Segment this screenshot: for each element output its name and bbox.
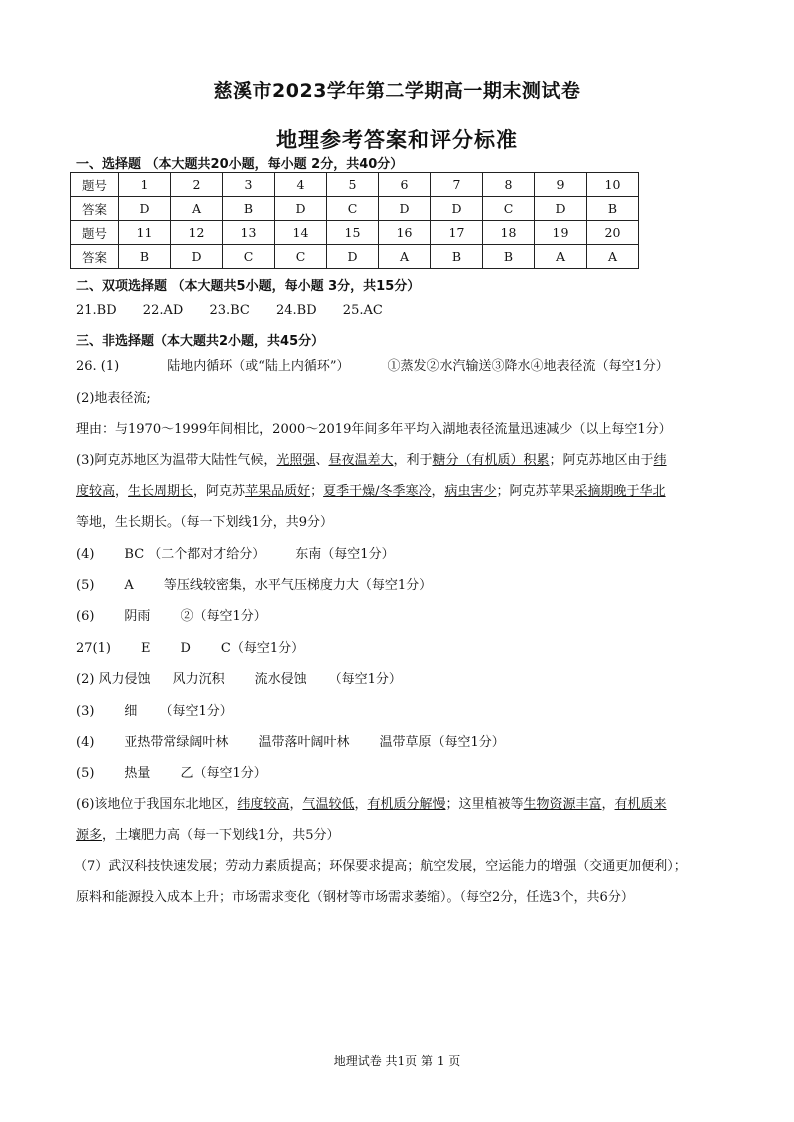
answer-key-title: 地理参考答案和评分标准 — [276, 128, 518, 152]
answer-text: ②（每空1分） — [180, 609, 267, 624]
answer-text: （每空1分） — [159, 704, 233, 719]
item-number: (4) — [76, 547, 95, 562]
answer-text: D — [180, 641, 191, 656]
question-number: 5 — [327, 173, 379, 197]
answer-text: 阴雨 — [124, 609, 151, 624]
answer-text: ；这里植被等 — [445, 797, 524, 812]
answer-cell: D — [379, 197, 431, 221]
answer-cell: C — [327, 197, 379, 221]
answer-text: 流水侵蚀 — [254, 672, 307, 687]
question-number: 13 — [223, 221, 275, 245]
question-number: 2 — [171, 173, 223, 197]
page-footer: 地理试卷 共1页 第 1 页 — [333, 1054, 461, 1068]
question-number: 9 — [535, 173, 587, 197]
section-3-heading: 三、非选择题（本大题共2小题，共45分） — [76, 334, 325, 349]
answer-cell: D — [119, 197, 171, 221]
answer-cell: B — [119, 245, 171, 269]
question-number: 17 — [431, 221, 483, 245]
answer-text: E — [140, 641, 151, 656]
question-number: 7 — [431, 173, 483, 197]
answer-item: 22.AD — [142, 303, 184, 318]
answer-text: 陆地内循环（或“陆上内循环”） — [167, 359, 350, 374]
answer-text: ， — [115, 484, 129, 499]
question-number: 11 — [119, 221, 171, 245]
answer-text: 、 — [315, 453, 329, 468]
q27-part4 — [76, 734, 505, 752]
question-number: 14 — [275, 221, 327, 245]
answer-text: 乙（每空1分） — [180, 766, 267, 781]
row-label: 答案 — [71, 245, 119, 269]
q27-part7-line2: 原料和能源投入成本上升；市场需求变化（钢材等市场需求萎缩）。（每空2分，任选3个，共6分） — [76, 890, 634, 905]
question-number: 12 — [171, 221, 223, 245]
row-label: 答案 — [71, 197, 119, 221]
q26-part2: (2)地表径流; — [76, 391, 151, 406]
row-label: 题号 — [71, 221, 119, 245]
item-number: (3) — [76, 704, 95, 719]
table-row — [71, 221, 639, 245]
item-number: 26. (1) — [76, 359, 120, 374]
answer-text: A — [124, 578, 134, 593]
question-number: 18 — [483, 221, 535, 245]
answer-text: ①蒸发②水汽输送③降水④地表径流（每空1分） — [387, 359, 669, 374]
q27-part2 — [76, 671, 402, 689]
answer-text: ，利于 — [393, 453, 433, 468]
q27-part7-line1: （7）武汉科技快速发展；劳动力素质提高；环保要求提高；航空发展，空运能力的增强（交通更加便利）； — [74, 859, 687, 874]
answer-item: 25.AC — [342, 303, 383, 318]
answer-text: (3)阿克苏地区为温带大陆性气候， — [76, 453, 277, 468]
scoring-point: 有机质来 — [614, 797, 667, 812]
exam-title: 慈溪市2023学年第二学期高一期末测试卷 — [213, 80, 581, 102]
scoring-point: 生长周期长 — [128, 484, 194, 499]
section-1-heading: 一、选择题 （本大题共20小题，每小题 2分，共40分） — [76, 157, 404, 172]
scoring-point: 苹果品质好 — [245, 484, 311, 499]
q26-part3-line3: 等地，生长期长。（每一下划线1分，共9分） — [76, 515, 334, 530]
scoring-point: 光照强 — [276, 453, 316, 468]
answer-cell: D — [275, 197, 327, 221]
answer-cell: A — [171, 197, 223, 221]
question-number: 19 — [535, 221, 587, 245]
answer-cell: A — [535, 245, 587, 269]
question-number: 8 — [483, 173, 535, 197]
double-choice-answers — [76, 302, 383, 320]
item-number: (6) — [76, 609, 95, 624]
scoring-point: 糖分（有机质）积累 — [432, 453, 550, 468]
scoring-point: 纬度较高 — [237, 797, 290, 812]
q26-part6 — [76, 608, 267, 626]
question-number: 4 — [275, 173, 327, 197]
answer-text: 细 — [124, 704, 138, 719]
question-number: 15 — [327, 221, 379, 245]
table-row — [71, 173, 639, 197]
answer-cell: C — [275, 245, 327, 269]
answer-text: 热量 — [124, 766, 151, 781]
answer-text: ；阿克苏苹果 — [496, 484, 575, 499]
question-number: 3 — [223, 173, 275, 197]
answer-text: C（每空1分） — [220, 641, 305, 656]
answer-cell: C — [223, 245, 275, 269]
answer-text: ，土壤肥力高（每一下划线1分，共5分） — [102, 828, 340, 843]
q26-part3-line1 — [76, 452, 667, 470]
scoring-point: 气温较低 — [302, 797, 355, 812]
item-number: (5) — [76, 766, 95, 781]
scoring-point: 昼夜温差大 — [328, 453, 394, 468]
answer-cell: A — [379, 245, 431, 269]
scoring-point: 夏季干燥/冬季寒冷 — [323, 484, 432, 499]
answer-cell: D — [535, 197, 587, 221]
answer-text: ，阿克苏 — [193, 484, 246, 499]
question-number: 20 — [587, 221, 639, 245]
answer-text: ， — [601, 797, 615, 812]
scoring-point: 有机质分解慢 — [367, 797, 446, 812]
scoring-point: 病虫害少 — [444, 484, 497, 499]
answer-cell: B — [483, 245, 535, 269]
question-number: 1 — [119, 173, 171, 197]
scoring-point: 源多 — [76, 828, 103, 843]
q26-part1 — [76, 358, 669, 376]
question-number: 16 — [379, 221, 431, 245]
q27-part1 — [76, 640, 304, 658]
answer-text: ， — [431, 484, 445, 499]
answer-cell: D — [171, 245, 223, 269]
answer-text: ； — [310, 484, 324, 499]
item-number: 27(1) — [76, 641, 111, 656]
row-label: 题号 — [71, 173, 119, 197]
item-number: (5) — [76, 578, 95, 593]
answer-cell: D — [327, 245, 379, 269]
answer-text: 风力沉积 — [172, 672, 225, 687]
answer-text: ， — [289, 797, 303, 812]
scoring-point: 生物资源丰富 — [523, 797, 602, 812]
answer-text: 东南（每空1分） — [295, 547, 395, 562]
scoring-point: 纬 — [653, 453, 667, 468]
answer-cell: A — [587, 245, 639, 269]
answer-text: 亚热带常绿阔叶林 — [124, 735, 229, 750]
q26-part5 — [76, 577, 432, 595]
answer-text: (2) 风力侵蚀 — [76, 672, 151, 687]
q27-part3 — [76, 703, 233, 721]
section-2-heading: 二、双项选择题 （本大题共5小题，每小题 3分，共15分） — [76, 279, 421, 294]
item-number: (4) — [76, 735, 95, 750]
scoring-point: 度较高 — [76, 484, 116, 499]
q27-part6-line1 — [76, 796, 667, 814]
answer-text: （每空1分） — [328, 672, 402, 687]
answer-text: 温带落叶阔叶林 — [258, 735, 350, 750]
answer-text: ；阿克苏地区由于 — [549, 453, 654, 468]
answer-cell: B — [587, 197, 639, 221]
table-row — [71, 245, 639, 269]
answer-text: (6)该地位于我国东北地区， — [76, 797, 238, 812]
table-row — [71, 197, 639, 221]
q27-part5 — [76, 765, 267, 783]
choice-answer-table — [70, 172, 639, 269]
question-number: 6 — [379, 173, 431, 197]
answer-cell: D — [431, 197, 483, 221]
answer-item: 23.BC — [209, 303, 250, 318]
answer-text: BC （二个都对才给分） — [124, 547, 266, 562]
answer-item: 24.BD — [276, 303, 317, 318]
answer-cell: B — [223, 197, 275, 221]
answer-text: 等压线较密集，水平气压梯度力大（每空1分） — [163, 578, 433, 593]
q26-part3-line2 — [76, 483, 666, 501]
answer-cell: C — [483, 197, 535, 221]
answer-item: 21.BD — [76, 303, 117, 318]
q26-part4 — [76, 546, 395, 564]
answer-text: 温带草原（每空1分） — [379, 735, 505, 750]
answer-cell: B — [431, 245, 483, 269]
answer-text: ， — [354, 797, 368, 812]
question-number: 10 — [587, 173, 639, 197]
q27-part6-line2 — [76, 827, 340, 845]
q26-part2-reason: 理由：与1970～1999年间相比，2000～2019年间多年平均入湖地表径流量迅速减少（以上每空1分） — [76, 422, 672, 437]
scoring-point: 采摘期晚于华北 — [574, 484, 666, 499]
